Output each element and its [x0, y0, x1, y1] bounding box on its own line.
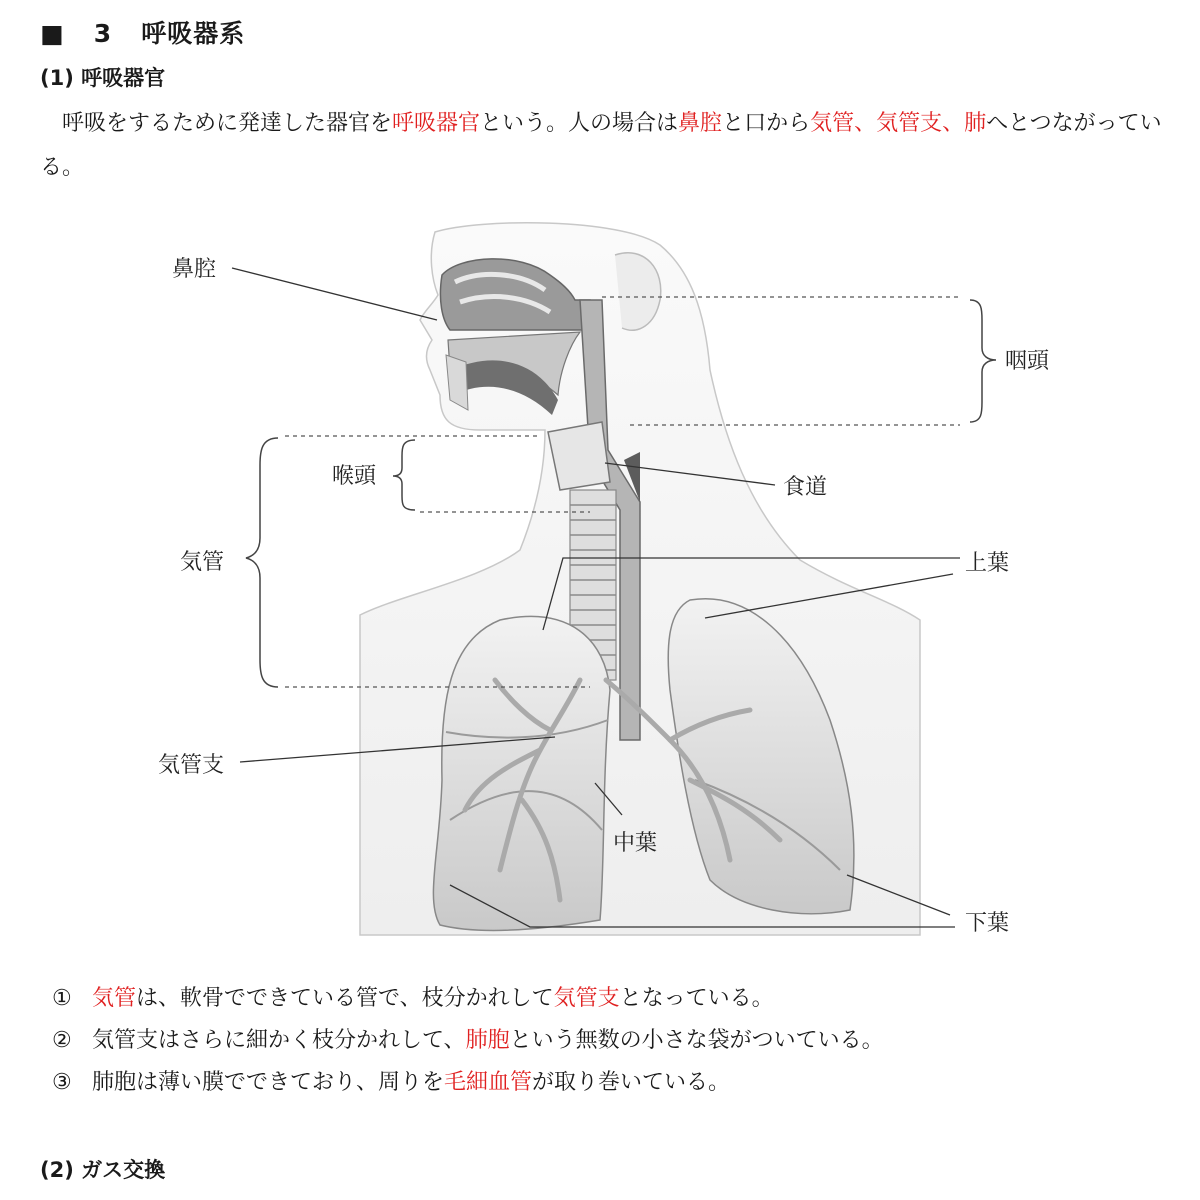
label-bronchus: 気管支	[158, 753, 225, 778]
right-lung	[433, 616, 610, 930]
intro-paragraph	[40, 102, 1170, 190]
term-bronchus: 気管支	[553, 986, 620, 1011]
list-item	[52, 1062, 1172, 1104]
term-capillaries: 毛細血管	[444, 1070, 533, 1095]
section-number: 3	[93, 19, 113, 48]
term-nasal-cavity: 鼻腔	[678, 111, 723, 136]
respiratory-diagram-svg	[150, 220, 1050, 950]
term-respiratory-organ: 呼吸器官	[392, 111, 481, 136]
label-middle-lobe: 中葉	[613, 831, 658, 856]
term-trachea: 気管	[92, 986, 137, 1011]
label-larynx: 喉頭	[332, 464, 377, 489]
respiratory-diagram	[150, 220, 1050, 950]
term-alveoli: 肺胞	[465, 1028, 510, 1053]
intro-text: へとつながっている。	[40, 111, 1162, 180]
intro-text: 呼吸をするために発達した器官を	[62, 111, 393, 136]
subsection-number: (2)	[40, 1158, 74, 1182]
item-text: となっている。	[619, 986, 774, 1011]
item-text: という無数の小さな袋がついている。	[509, 1028, 884, 1053]
item-number: ②	[52, 1028, 72, 1053]
item-text: 気管支はさらに細かく枝分かれして、	[92, 1028, 466, 1053]
label-pharynx: 咽頭	[1005, 349, 1050, 374]
label-trachea: 気管	[180, 550, 225, 575]
item-text: 肺胞は薄い膜でできており、周りを	[92, 1070, 445, 1095]
item-text: が取り巻いている。	[532, 1070, 731, 1095]
section-title: 呼吸器系	[141, 19, 246, 48]
subsection-number: (1)	[40, 66, 74, 90]
intro-text: と口から	[722, 111, 811, 136]
label-upper-lobe: 上葉	[965, 551, 1010, 576]
point-list	[52, 978, 1172, 1104]
item-number: ①	[52, 986, 72, 1011]
label-lower-lobe: 下葉	[965, 911, 1010, 936]
list-item	[52, 1020, 1172, 1062]
subsection-title: 呼吸器官	[81, 66, 166, 90]
intro-text: という。人の場合は	[480, 111, 679, 136]
label-esophagus: 食道	[783, 475, 828, 500]
list-item	[52, 978, 1172, 1020]
subsection-heading-1	[40, 62, 165, 92]
section-marker: ■	[40, 19, 65, 48]
item-text: は、軟骨でできている管で、枝分かれして	[136, 986, 554, 1011]
item-number: ③	[52, 1070, 72, 1095]
label-nasal-cavity: 鼻腔	[172, 257, 217, 282]
subsection-heading-2	[40, 1154, 165, 1184]
subsection-title: ガス交換	[81, 1158, 166, 1182]
section-heading	[40, 14, 245, 50]
term-airways: 気管、気管支、肺	[810, 111, 987, 136]
